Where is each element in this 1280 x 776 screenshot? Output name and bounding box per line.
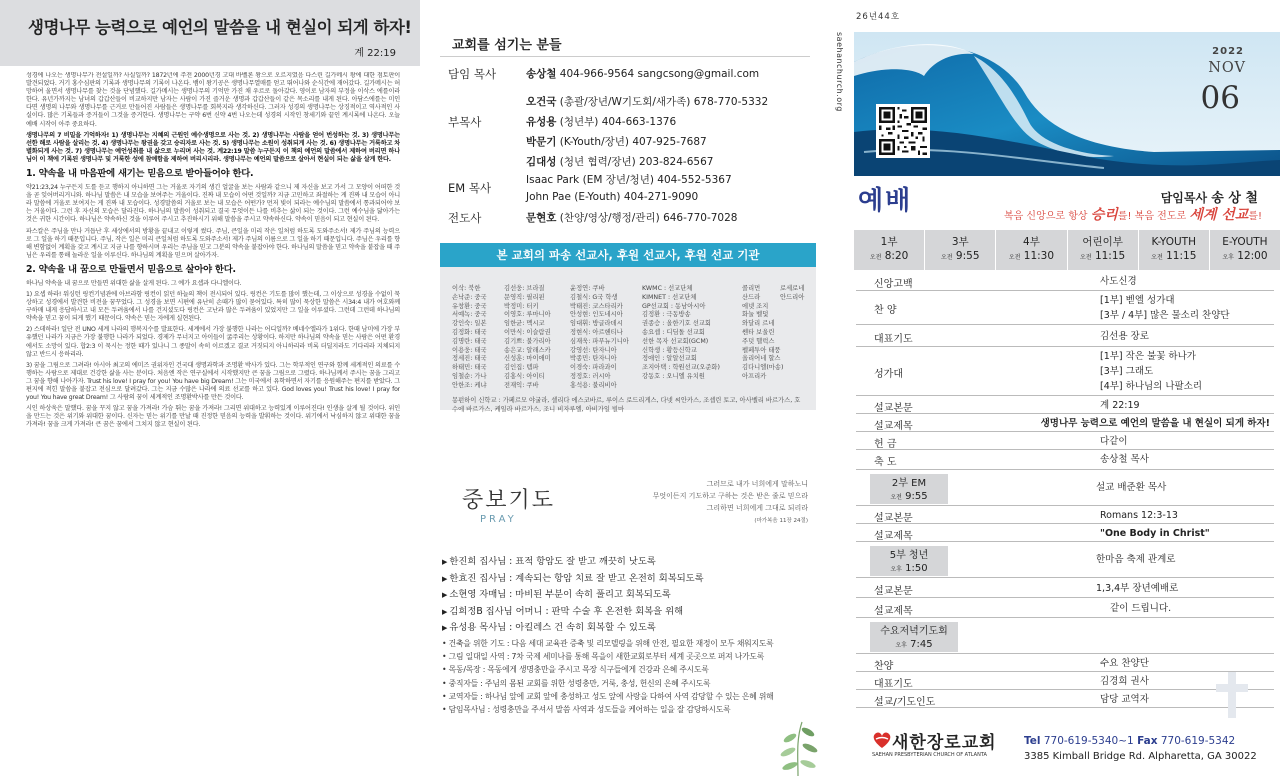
order-row — [856, 654, 1274, 672]
website-url: saehanchurch.org — [835, 32, 844, 112]
service-cell — [1068, 230, 1139, 270]
mission-item: 안한조: 케냐 — [452, 381, 487, 389]
em-clock: 9:55 — [905, 491, 928, 502]
staff-name: 문현호 — [526, 212, 557, 224]
verse-line: 그러므로 내가 너희에게 말하노니 — [706, 480, 808, 488]
order-value: 다같이 — [1100, 436, 1128, 447]
mission-item: 쎈타 보울린 — [742, 328, 775, 336]
staff-name: 오건국 — [526, 96, 557, 108]
mission-column-1 — [452, 285, 487, 391]
bulletin-day: 06 — [1200, 80, 1240, 116]
website-vertical — [832, 32, 848, 162]
mission-item: 이용웅: 태국 — [452, 346, 487, 354]
mission-item: 정애인 : 알알선교회 — [642, 355, 697, 363]
order-row-young-adult — [856, 542, 1274, 578]
sermon-list-seven: 생명나무의 7 비밀을 기억하자! 1) 생명나무는 지혜의 근원인 예수생명으로 사는 것. 2) 생명나무는 사람을 얻어 번성하는 것. 3) 생명나무는 선한 해로 사람을 살리는 것. 4) 생명나무는 왕권을 갖고 승리자로 사는 것. 5) 생명나무는 소원이 성취되게 사는 것. 6) 생명나무는 거룩하고 차별화되게 사는 것. 7) 생명나무는 예언성취를 내 삶으로 누리며 사는 것. 계22:19 말씀 누구든지 이 책의 예언의 말씀에서 제하여 버리면 하나님이 이 책에 기록된 생명나무 및 거룩한 성에 참예함을 제하여 버리시리라. 생명나무는 예언의 말씀으로 살아서 현실이 되는 삶을 살게 한다. — [26, 131, 400, 163]
em-ampm: 오전 — [890, 494, 902, 501]
service-time — [1068, 249, 1138, 265]
staff-info: (K-Youth/장년) 407-925-7687 — [559, 136, 707, 148]
order-row — [856, 396, 1274, 414]
service-times-table — [854, 230, 1280, 270]
prayer-note: • 목동/목장 : 목동에게 생명충만을 주시고 목장 식구들에게 건강과 은혜 주시도록 — [442, 665, 709, 675]
sermon-paragraph-5: 3) 꿈을 그림으로 그려라! 아시아 최고의 에미즈 권위자인 건국대 생명과학과 조명환 박사가 있다. 그는 학부적인 연구와 함께 세계적인 의료를 수행하는 사람으로 제대로 건강한 삶을 사는 분이다. 처음엔 작은 연구실에서 시작했지만 큰 꿈을 그림으로 그렸다. 하나님께서 주시는 꿈을 그리고 그 꿈을 향해 나아가자. Trust his love! I pray for you! You have big Dream! 그는 미국에서 유학하면서 자기를 응원해주는 편지를 받았다. 그 편지에 적힌 말씀을 붙잡고 전심으로 달려갔다. 그는 지금 수많은 나라에 의료 선교를 하고 있다. God loves you! Trust his love! I pray for you! You have great Dream! 그 사람의 꿈이 세계적인 조명환박사를 만든 것이다. — [26, 361, 400, 402]
mission-seminary-note: 몽펀하이 신학교 : 가페르모 야굴라, 셀리다 에스코바르, 루이스 로드리게스, 다넷 씨안카스, 조셉린 토고, 아사벨리 바르가스, 호수에 바르가스, 케일라 바르가스, 조니 비자루엘, 아비가일 빌마 — [452, 397, 801, 413]
mission-item: 강영선: 탄자니아 — [570, 346, 617, 354]
service-cell — [925, 230, 996, 270]
mission-item: 김다니엘(마송) — [742, 364, 784, 372]
service-name: 어린이부 — [1082, 236, 1123, 248]
prayer-item — [442, 620, 822, 637]
prayer-text: 김희정B 집사님 어머니 : 판막 수술 후 온전한 회복을 위해 — [449, 605, 684, 617]
mission-item: 김선웅: 브라질 — [504, 285, 545, 292]
mission-item: 이영호: 루마니아 — [504, 311, 551, 319]
wed-ampm: 오후 — [895, 642, 907, 649]
sermon-title: 생명나무 능력으로 예언의 말씀을 내 현실이 되게 하자! — [28, 18, 412, 37]
prayer-item — [442, 587, 822, 604]
sermon-paragraph-1b: 파스칼은 주님을 만나 거듭난 후 세상에서의 방황을 끝내고 이렇게 썼다. 주님, 큰일을 미리 작은 일처럼 하도록 도와주소서! 제가 주님의 능력으로 그 일을 하기 때문입니다. 주님, 작은 일은 미리 큰일처럼 하도록 도와주소서! 제가 주님의 이름으로 그 일을 하기 때문입니다. 주님은 우리를 향해 변함없이 계획을 갖고 계시고 지금 나를 향하시며 우리는 주님을 믿고 그분의 약속을 붙잡아야 한다. 하나님의 말씀을 믿고 약속을 붙잡을 때 주님은 우리를 통해 놀라운 일을 이루신다. 하나님의 계획을 믿으며 살아가자. — [26, 227, 400, 259]
sermon-paragraph-4: 2) 스데하라! 일단 전 UNO 세계 나라의 행복지수를 발표한다. 세계에서 가장 불행한 나라는 어디일까? 베네수엘라가 1위다. 한때 남미에 가장 부유했던 나라가 지금은 가장 불행한 나라가 되었다. 경제가 무너지고 아이들이 굶주리는 상황이다. 하지만 하나님의 약속을 믿는 사람은 어떤 환경에서도 소망이 있다. 합2:3 이 묵시는 정한 때가 있나니 그 종말이 속히 이르겠고 결코 거짓되지 아니하리라 비록 더딜지라도 기다리라 지체되지 않고 반드시 응하리라. — [26, 326, 400, 358]
mission-item: 산드라 — [742, 293, 761, 301]
order-label: 대표기도 — [874, 679, 913, 690]
prayer-note: • 중직자들 : 주님의 몸된 교회를 위한 성령충만, 거룩, 충성, 헌신의 은혜 주시도록 — [442, 678, 711, 688]
triangle-bullet-icon: ▶ — [442, 624, 448, 633]
mission-column-2 — [504, 285, 551, 391]
triangle-bullet-icon: ▶ — [442, 607, 448, 616]
service-cell — [1210, 230, 1280, 270]
order-row — [856, 291, 1274, 325]
service-time — [1210, 249, 1280, 265]
order-value: 1,3,4부 장년예배로 — [1096, 583, 1179, 594]
order-value: [1부] 벧엘 성가대 [3부 / 4부] 많은 물소리 찬양단 — [1100, 295, 1230, 321]
order-label: 축 도 — [874, 457, 897, 468]
mission-item: 정현식: 아르헨티나 — [570, 328, 623, 336]
staff-info: (청년 협력/장년) 203-824-6567 — [559, 156, 714, 168]
mission-item: 올리어네 할스 — [742, 355, 781, 363]
service-clock: 11:15 — [1094, 250, 1126, 262]
issue-number: 26년44호 — [856, 12, 901, 22]
mission-item: 송은교: 알래스카 — [504, 346, 551, 354]
order-label: 신앙고백 — [874, 279, 913, 290]
order-label: 헌 금 — [874, 439, 897, 450]
service-cell — [1139, 230, 1210, 270]
service-clock: 8:20 — [884, 250, 909, 262]
mission-item: 전재익: 쿠바 — [504, 381, 539, 389]
mission-item: 아프리카 — [742, 372, 767, 380]
mission-item: 안드리아 — [780, 293, 805, 301]
triangle-bullet-icon: ▶ — [442, 574, 448, 583]
order-label: 설교본문 — [874, 403, 913, 414]
order-row — [856, 271, 1274, 291]
motto-text: 복음 신앙으로 항상 — [1003, 211, 1091, 222]
young-service-name: 5부 청년 — [889, 550, 929, 561]
mission-item: 정세진: 태국 — [452, 355, 487, 363]
mission-item: 송요셉 : 디딤돌 선교회 — [642, 328, 705, 336]
triangle-bullet-icon: ▶ — [442, 558, 448, 566]
em-service-time — [870, 490, 948, 504]
church-address: 3385 Kimball Bridge Rd. Alpharetta, GA 30022 — [1024, 751, 1257, 762]
motto-text: 를! — [1248, 211, 1262, 222]
order-value: 설교 배준환 목사 — [1096, 482, 1167, 493]
staff-name: 김대성 — [526, 156, 557, 168]
verse-reference: (마가복음 11장 24절) — [754, 518, 808, 524]
order-of-worship — [856, 271, 1280, 708]
staff-names — [526, 172, 732, 205]
order-row — [856, 450, 1274, 470]
church-motto — [1004, 204, 1262, 224]
mission-item: 임한균: 멕시코 — [504, 320, 545, 328]
prayer-item — [442, 604, 822, 621]
order-value: 송상철 목사 — [1100, 454, 1149, 465]
order-row — [856, 578, 1274, 598]
sermon-reference: 계 22:19 — [354, 48, 396, 59]
service-clock: 12:00 — [1237, 250, 1268, 262]
mission-item: 윤정연: 쿠바 — [570, 285, 605, 292]
prayer-text: 소현영 자매님 : 마비된 부분이 속히 풀리고 회복되도록 — [449, 589, 671, 601]
mission-item: 로세로네 — [780, 285, 805, 292]
mission-item: 정정호: 러시아 — [570, 372, 611, 380]
mission-heading: 본 교회의 파송 선교사, 후원 선교사, 후원 선교 기관 — [440, 243, 816, 267]
order-row — [856, 506, 1274, 524]
staff-name: 송상철 — [526, 68, 557, 80]
mission-column-6 — [780, 285, 804, 303]
staff-name: Isaac Park — [526, 174, 580, 186]
staff-info: (E-Youth) 404-271-9090 — [574, 190, 699, 203]
order-row-em — [856, 470, 1274, 506]
prayer-note: • 교역자들 : 하나님 앞에 교회 앞에 충성하고 성도 앞에 사랑을 다하여 사역 감당할 수 있는 은혜 위해 — [442, 691, 774, 701]
staff-names — [526, 92, 768, 172]
order-row — [856, 414, 1274, 432]
order-label: 설교제목 — [874, 606, 913, 617]
em-service-box — [870, 474, 948, 504]
pastor-label: 담임목사 — [1160, 191, 1208, 205]
staff-mission-column — [428, 0, 828, 776]
order-row — [856, 325, 1274, 347]
service-name: K-YOUTH — [1151, 236, 1196, 248]
mission-item: 화눌 벨덫 — [742, 311, 769, 319]
young-service-time — [870, 562, 948, 576]
mission-item: 신학생 : 황등신학교 — [642, 346, 697, 354]
worship-column — [836, 0, 1280, 776]
order-row-wednesday — [856, 618, 1274, 654]
sermon-paragraph-2: 하나님 약속을 내 꿈으로 만들면 위대한 삶을 살게 된다. 그 예가 요셉과 다니엘이다. — [26, 279, 242, 287]
prayer-note: • 건축을 위한 기도 : 다음 세대 교육관 증축 및 리모델링을 위해 안전, 필요한 재정이 모두 채워지도록 — [442, 639, 774, 648]
order-value: 김경희 권사 — [1100, 676, 1149, 687]
prayer-note: • 담임목사님 : 성령충만을 주셔서 말씀 사역과 성도들을 케어하는 일을 잘 감당하시도록 — [442, 705, 731, 715]
staff-info: (EM 장년/청년) 404-552-5367 — [582, 174, 732, 186]
mission-item: 임철순: 가나 — [452, 372, 487, 380]
bulletin-month: NOV — [1208, 60, 1246, 76]
staff-role: EM 목사 — [448, 181, 492, 195]
mission-item: 강동호 : 오니엘 유치원 — [642, 372, 705, 380]
young-ampm: 오후 — [890, 566, 902, 573]
service-ampm: 오전 — [1008, 254, 1021, 261]
order-value: 한마음 축제 관계로 — [1096, 554, 1176, 565]
prayer-text: 한효진 집사님 : 계속되는 항암 치료 잘 받고 온전히 회복되도록 — [449, 572, 704, 584]
staff-name: John Pae — [526, 190, 571, 203]
staff-names — [526, 66, 759, 83]
verse-line: 그리하면 너희에게 그대로 되리라 — [706, 504, 808, 512]
mission-item: 서예녹: 중국 — [452, 311, 487, 319]
mission-item: 에넷 조지 — [742, 302, 769, 310]
young-adult-service-box — [870, 546, 948, 576]
church-contact — [1024, 734, 1257, 764]
motto-text: 를! 복음 전도로 — [1117, 211, 1190, 222]
order-value: 수요 찬양단 — [1100, 658, 1149, 669]
section-heading-2: 2. 약속을 내 꿈으로 만들면서 믿음으로 살아야 한다. — [26, 263, 236, 275]
em-service-name: 2부 EM — [891, 478, 927, 489]
mission-item: 펠페투아 태풍 — [742, 346, 781, 354]
order-value: 김선용 장로 — [1100, 331, 1149, 342]
service-clock: 11:15 — [1166, 250, 1197, 262]
service-time — [996, 249, 1066, 265]
mission-column-4 — [642, 285, 720, 382]
mission-item: 이경숙: 파라과이 — [570, 364, 617, 372]
order-label: 대표기도 — [874, 334, 913, 345]
service-time — [1139, 249, 1209, 265]
mission-item: 이만식: 이슬람권 — [504, 328, 551, 336]
mission-item: 문영직: 필리핀 — [504, 293, 545, 301]
divider — [440, 56, 810, 57]
service-ampm: 오전 — [869, 254, 882, 261]
mission-item: 와달리 르네 — [742, 320, 775, 328]
mission-item: 박정미: 터키 — [504, 302, 539, 310]
sermon-paragraph-1: 약21:23,24 누구든지 도를 듣고 행하지 아니하면 그는 거울로 자기의 생긴 얼굴을 보는 사람과 같으니 제 자신을 보고 가서 그 모양이 어떠한 것을 곧 잊어버리거니와. 하나님 말씀은 내 모습을 보여주는 거울이다. 진짜 내 모습이 어떤 것일까? 지금 고민하고 좌절하는 게 진짜 내 모습이 아니라 말씀에 거울로 보여지는 게 진짜 내 모습이다. 성경말씀의 거울로 보는 내 모습은 어떤가? 먼저 빛이 되라는 예수님의 말씀에서 통과되어야 보는 거울이다. 그런 후 자신의 모습은 달라진다. 하나님의 말씀이 성취되고 결국 무엇이든 나를 비추는 삶이 되는 것이다. 그런 예수님을 닮아가는 것은 귀한 시간이다. 하나님은 약속하신 것을 이루어 주시고 추진하시기 위해 말씀을 주시고 약속하신다. 약속이 믿음이 되고 현실이 된다. — [26, 184, 400, 224]
staff-info: (찬양/영상/행정/관리) 646-770-7028 — [559, 212, 738, 224]
mission-item: 김정화: 태국 — [452, 328, 487, 336]
sermon-paragraph-6: 시인 하상욱은 말했다. 꿈을 꾸지 않고 꿈을 가져라! 가슴 뛰는 꿈을 가져라! 그리면 위대하고 능력있게 이루어진다! 인생을 살게 될 것이다. 위인을 만드는 것은 위기와 위대한 꿈이다. 신자는 믿는 위기를 만날 때 진정한 믿음의 능력을 발휘하는 것이다. 위기에서 낙심하지 않고 위대한 꿈을 가져라! 꿈을 크게 가져라! 큰 꿈은 꿈에서 그치지 않고 현실이 된다. — [26, 405, 400, 429]
mission-item: 김철식: G국 학생 — [570, 293, 618, 301]
pray-logo: 중보기도 — [462, 488, 556, 513]
staff-section-title: 교회를 섬기는 분들 — [452, 38, 562, 53]
order-label: 설교본문 — [874, 513, 913, 524]
order-value: 같이 드립니다. — [1110, 603, 1172, 614]
mission-item: 김홍식: 아이티 — [504, 372, 545, 380]
mission-item: GP선교회 : 동남아시아 — [642, 302, 706, 310]
fax-label: Fax — [1137, 735, 1158, 747]
service-ampm: 오전 — [1080, 254, 1092, 261]
service-ampm: 오후 — [1222, 254, 1234, 261]
sermon-intro: 성경에 나오는 생명나무가 전설일까? 사실일까? 1872년에 주전 2000년경 고대 바벨론 왕으로 오르지였음 다스린 길가메시 왕에 대한 점토판이 발견되었다. 거기 홍수심판의 기록과 생명나무의 기록이 나온다. 뱀이 왕기공은 생명나무열매를 얻고 뛰어나와 순식간에 재어갔다. 길가메시는 허망하여 울면서 생명나무를 찾는 것을 단념했다. 길가메시는 생명나무의 기억만 가진 채 우르로 돌아갔다. 영이로 남자의 부정을 이삭스 에를이라 한다. 유년가까지는 남녀의 갑갑산들이 비교하지만 남자는 사람이 가진 즐거운 생명과 갑갑산들이 같은 목소리를 내게 된다. 아담스에를는 미인 다면 생명의 나무와 생명나무를 근거로 만들어진 사람들은 생명나무를 회복지라 생각하신다. 그러자 성경의 생명나무는 상징적이고 역사적인 사실이다. 많은 기록들과 증거들이 그것을 증거한다. 생명나무는 구약 6번 신약 4번 나오는데 성경의 시작인 창세기와 끝인 계시록에 나온다. 오늘 예배 시작이 아주 중요하다. — [26, 72, 400, 128]
order-label: 설교/기도인도 — [874, 697, 936, 708]
prayer-text: 유성용 목사님 : 아킬레스 건 속히 회복할 수 있도록 — [449, 622, 656, 634]
mission-item: 선한 목자 선교회(GCM) — [642, 337, 709, 345]
staff-role: 전도사 — [448, 211, 482, 225]
mission-item: 박태진: 코스타리카 — [570, 302, 623, 310]
mission-list-box — [440, 267, 816, 413]
service-name: 3부 — [951, 236, 969, 248]
mission-item: 임대휘: 방글라데시 — [570, 320, 623, 328]
service-cell — [854, 230, 925, 270]
service-name: E-YOUTH — [1222, 236, 1268, 248]
wednesday-service-box — [870, 622, 958, 652]
triangle-bullet-icon: ▶ — [442, 591, 448, 600]
wed-service-name: 수요저녁기도회 — [880, 626, 948, 637]
order-row — [856, 432, 1274, 450]
order-value: 생명나무 능력으로 예언의 말씀을 내 현실이 되게 하자! — [1040, 418, 1270, 429]
service-ampm: 오전 — [940, 254, 953, 261]
staff-names — [526, 210, 737, 227]
service-time — [854, 249, 924, 265]
mission-item: 손낙준: 중국 — [452, 293, 487, 301]
mission-item: 하태민: 태국 — [452, 364, 487, 372]
order-value: [1부] 작은 불꽃 하나가 [3부] 그래도 [4부] 하나님의 나팔소리 — [1100, 351, 1203, 392]
service-time — [925, 249, 995, 265]
service-ampm: 오전 — [1151, 254, 1163, 261]
order-row — [856, 598, 1274, 618]
prayer-text: 한진희 집사님 : 표적 항암도 잘 받고 깨끗히 낫도록 — [449, 556, 656, 567]
mission-item: KIMNET : 선교단체 — [642, 293, 697, 301]
prayer-list — [442, 554, 822, 637]
qr-code-icon[interactable] — [876, 104, 930, 158]
sermon-body — [26, 72, 400, 776]
mission-item: 김정환 : 극동방송 — [642, 311, 691, 319]
service-name: 1부 — [880, 236, 898, 248]
order-value: Romans 12:3-13 — [1100, 510, 1178, 521]
mission-item: 권종승 : 올한기호 선교회 — [642, 320, 711, 328]
wed-clock: 7:45 — [910, 639, 933, 650]
service-name: 4부 — [1023, 236, 1040, 248]
mission-item: 이삭: 북한 — [452, 285, 481, 292]
staff-role: 담임 목사 — [448, 67, 497, 81]
pray-subtitle: PRAY — [480, 514, 517, 525]
order-value: 계 22:19 — [1100, 400, 1140, 411]
mission-item: 김기쁘: 불가리아 — [504, 337, 551, 345]
wed-service-time — [870, 638, 958, 652]
sermon-header — [0, 0, 420, 66]
staff-info: (총괄/장년/W기도회/새가족) 678-770-5332 — [559, 96, 769, 108]
prayer-verse — [626, 478, 808, 514]
prayer-item — [442, 554, 822, 571]
service-cell — [996, 230, 1067, 270]
mission-item: 박종민: 탄자니아 — [570, 355, 617, 363]
order-value: "One Body in Christ" — [1100, 528, 1210, 539]
mission-item: 콜리먼 — [742, 285, 761, 292]
mission-item: 홍석용: 불리비아 — [570, 381, 617, 389]
service-clock: 9:55 — [955, 250, 980, 262]
order-label: 설교본문 — [874, 586, 913, 597]
staff-name: 박문기 — [526, 136, 557, 148]
mission-item: 유창환: 중국 — [452, 302, 487, 310]
sermon-paragraph-3: 1) 요셉 하라! 워싱턴 링컨기념관에 아브라함 링컨이 읽던 하늘의 책이 전시되어 있다. 링컨은 기도를 많이 했는데, 그 이상으로 성경을 수없이 묵상하고 성경에서 발견한 비전을 꿈꾸었다. 그 성경을 보면 시편에 유난히 손때가 많이 묻어있다. 특히 많이 묵상한 말씀은 시34:4 내가 여호와께 구하매 내게 응답하시고 내 모든 두려움에서 나를 건지셨도다 링컨은 고난과 많은 두려움이 있었지만 그 일을 이루셨다. 그런데 그런데 하나님의 약속을 믿고 꿈이 되게 했기 때문이다. 약속은 믿는 자에게 실현된다. — [26, 290, 400, 323]
section-heading-1: 1. 약속을 내 마음판에 새기는 믿음으로 받아들어야 한다. — [26, 168, 254, 180]
staff-name: 유성용 — [526, 116, 557, 128]
mission-item: 김명란: 태국 — [452, 337, 487, 345]
cross-decoration-icon — [1212, 672, 1252, 718]
tel-number[interactable]: 770-619-5340~1 — [1043, 735, 1134, 747]
bulletin-year: 2022 — [1212, 46, 1244, 57]
staff-info: 404-966-9564 sangcsong@gmail.com — [559, 68, 760, 80]
fax-number: 770-619-5342 — [1160, 735, 1236, 747]
tel-label: Tel — [1024, 735, 1041, 747]
young-clock: 1:50 — [905, 563, 928, 574]
order-label: 설교제목 — [874, 531, 913, 542]
mission-item: 김인집: 템파 — [504, 364, 539, 372]
pastor-name: 송 상 철 — [1211, 191, 1258, 206]
order-label: 찬양 — [874, 661, 894, 672]
mission-item: 강인숙: 일본 — [452, 320, 487, 328]
order-label: 성가대 — [874, 369, 903, 380]
order-value: 사도신경 — [1100, 276, 1137, 287]
sermon-column — [0, 0, 420, 776]
mission-item: 심재욱: 파푸뉴기니아 — [570, 337, 629, 345]
motto-emphasis: 승리 — [1090, 207, 1118, 223]
service-clock: 11:30 — [1023, 250, 1055, 262]
mission-column-5 — [742, 285, 783, 382]
staff-info: (청년부) 404-663-1376 — [559, 116, 677, 128]
mission-item: KWMC : 선교단체 — [642, 285, 693, 292]
mission-item: 안성현: 인도네시아 — [570, 311, 623, 319]
worship-title: 예배 — [858, 186, 913, 216]
motto-emphasis: 세계 선교 — [1189, 207, 1249, 223]
prayer-note: • 그림 일대일 사역 : 7차 국제 세미나를 통해 목을이 새한교회로부터 세계 곳곳으로 퍼져 나가도록 — [442, 652, 765, 662]
order-row — [856, 347, 1274, 396]
mission-item: 주덧 헬럭스 — [742, 337, 775, 345]
prayer-item — [442, 571, 822, 588]
mission-item: 신성훈: 마이애미 — [504, 355, 551, 363]
verse-line: 무엇이든지 기도하고 구하는 것은 받은 줄로 믿으라 — [652, 492, 808, 500]
order-label: 찬 양 — [874, 305, 897, 316]
church-english-name: SAEHAN PRESBYTERIAN CHURCH OF ATLANTA — [872, 752, 987, 758]
order-label: 설교제목 — [874, 421, 913, 432]
order-row — [856, 524, 1274, 542]
leaf-decoration-icon — [768, 718, 828, 776]
order-value: 담당 교역자 — [1100, 694, 1149, 705]
church-name: 새한장로교회 — [892, 733, 997, 753]
church-logo-icon — [872, 730, 892, 750]
prayer-notes — [442, 637, 822, 716]
staff-role: 부목사 — [448, 115, 482, 129]
mission-item: 조지아택 : 학원선교(오준화) — [642, 364, 720, 372]
mission-column-3 — [570, 285, 629, 391]
